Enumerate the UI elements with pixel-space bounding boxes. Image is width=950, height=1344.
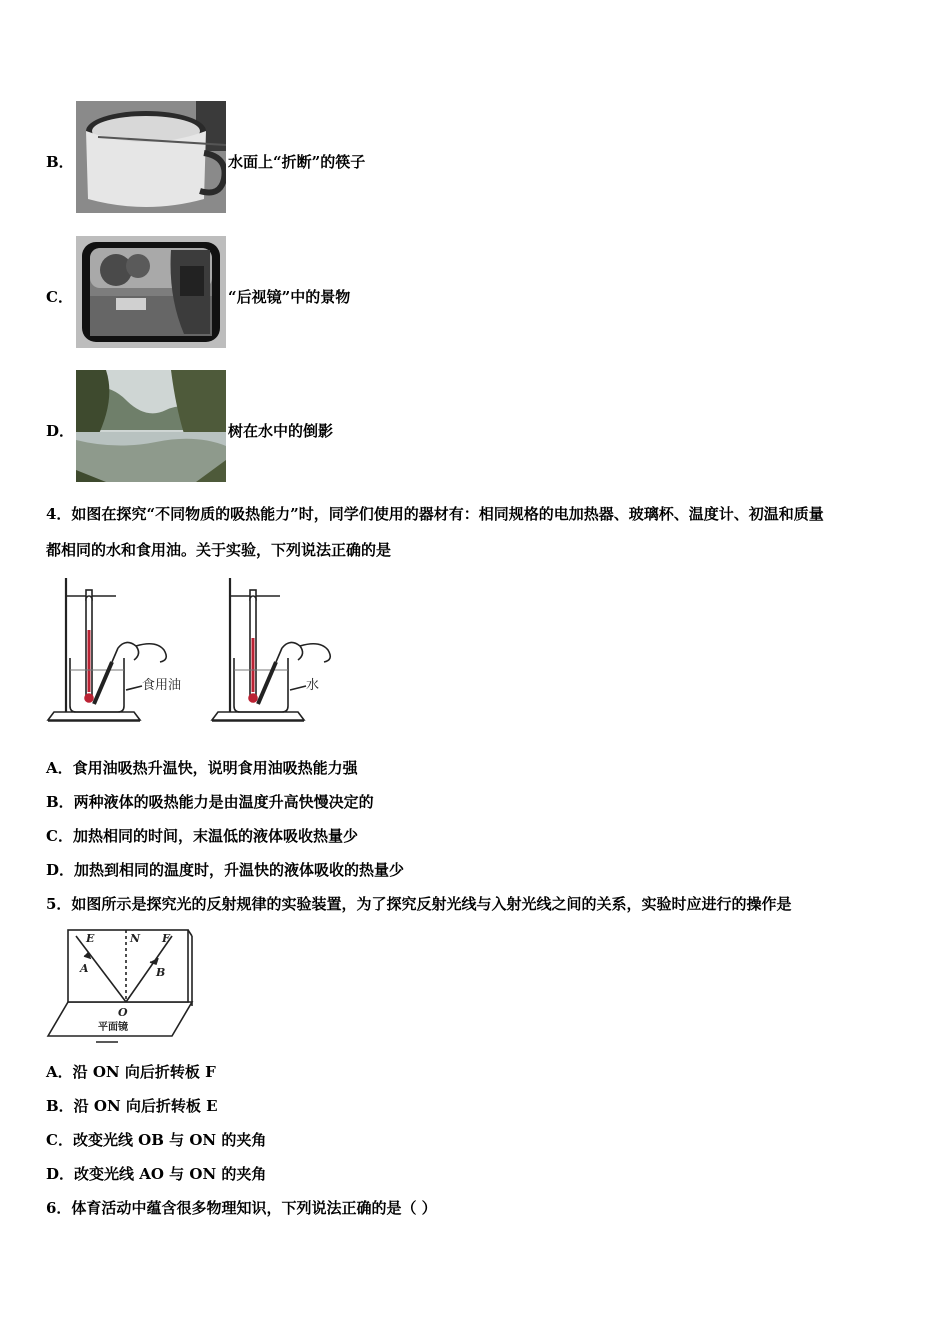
q4-option-d: D．加热到相同的温度时，升温快的液体吸收的热量少 (46, 861, 405, 879)
q4-stem-line1: 4．如图在探究“不同物质的吸热能力”时，同学们使用的器材有：相同规格的电加热器、玻璃杯、温度计、初温和质量 (46, 505, 824, 523)
option-caption: “后视镜”中的景物 (228, 288, 351, 306)
label-b: B (156, 966, 166, 979)
q4-option-a: A．食用油吸热升温快，说明食用油吸热能力强 (46, 759, 358, 777)
label-a: A (80, 962, 89, 975)
q6-stem: 6．体育活动中蕴含很多物理知识，下列说法正确的是（ ） (46, 1199, 437, 1217)
q4-option-c: C．加热相同的时间，末温低的液体吸收热量少 (46, 827, 358, 845)
water-apparatus (212, 578, 330, 721)
option-caption: 树在水中的倒影 (228, 422, 334, 440)
lake-reflection-image (76, 370, 226, 482)
oil-label: 食用油 (142, 678, 182, 693)
q4-apparatus-figure (46, 574, 346, 729)
oil-apparatus (48, 578, 166, 721)
option-letter: D． (46, 422, 75, 440)
label-n: N (130, 932, 141, 945)
q4-stem-line2: 都相同的水和食用油。关于实验，下列说法正确的是 (46, 541, 392, 559)
q5-option-d: D．改变光线 AO 与 ON 的夹角 (46, 1165, 267, 1183)
cup-with-chopstick-image (76, 101, 226, 213)
label-f: F (162, 932, 170, 945)
q5-option-a: A．沿 ON 向后折转板 F (46, 1063, 216, 1081)
label-o: O (118, 1006, 128, 1019)
mirror-label: 平面镜 (98, 1022, 128, 1033)
label-e: E (86, 932, 95, 945)
rear-view-mirror-image (76, 236, 226, 348)
q5-reflection-figure (46, 926, 196, 1046)
water-label: 水 (306, 678, 320, 693)
option-letter: B． (46, 153, 74, 171)
q5-option-c: C．改变光线 OB 与 ON 的夹角 (46, 1131, 267, 1149)
q4-option-b: B．两种液体的吸热能力是由温度升高快慢决定的 (46, 793, 374, 811)
q5-stem: 5．如图所示是探究光的反射规律的实验装置，为了探究反射光线与入射光线之间的关系，实验时应进行的操作是 (46, 895, 792, 913)
option-caption: 水面上“折断”的筷子 (228, 153, 366, 171)
option-letter: C． (46, 288, 73, 306)
q5-option-b: B．沿 ON 向后折转板 E (46, 1097, 218, 1115)
